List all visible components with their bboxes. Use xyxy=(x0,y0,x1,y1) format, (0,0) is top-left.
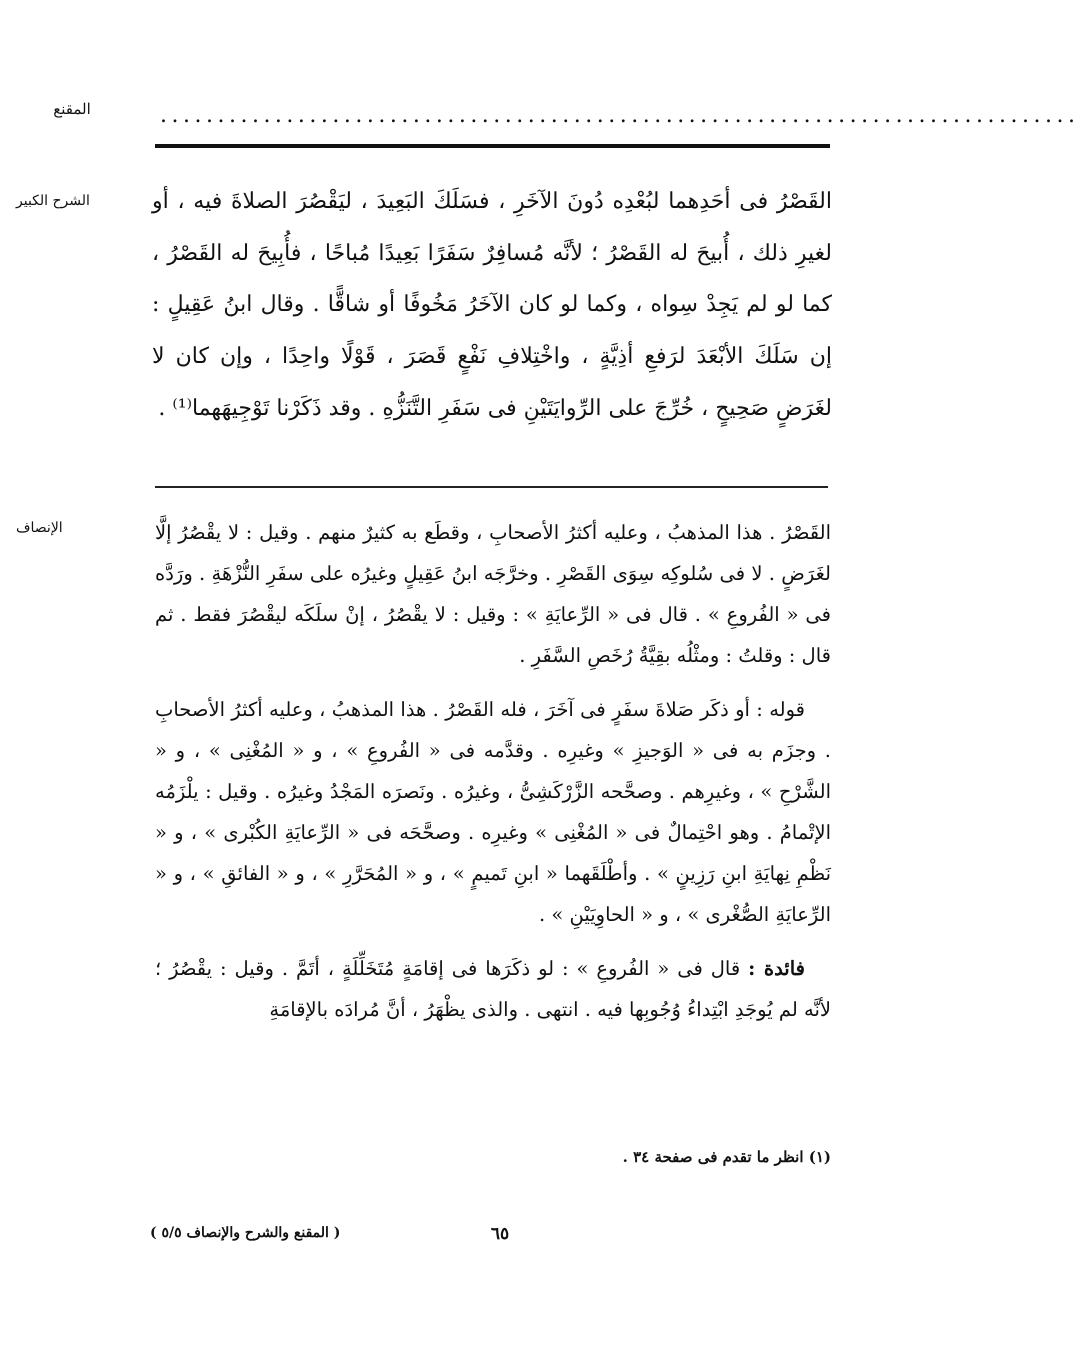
section-label-insaf xyxy=(16,520,126,536)
footnote: (١) انظر ما تقدم فى صفحة ٣٤ . xyxy=(622,1148,831,1166)
sharh-paragraph: القَصْرُ فى أحَدِهما لبُعْدِه دُونَ الآخَرِ ، فسَلَكَ البَعِيدَ ، ليَقْصُرَ الصلاةَ فيه ، أو لغيرِ ذلك ، أُبيحَ له القَصْرُ ؛ لأنَّه مُسافِرٌ سَفَرًا بَعِيدًا مُباحًا ، فأُبِيحَ له القَصْرُ ، كما لو لم يَجِدْ سِواه ، وكما لو كان الآخَرُ مَخُوفًا أو شاقًّا . وقال ابنُ عَقِيلٍ : إن سَلَكَ الأبْعَدَ لرَفعِ أذِيَّةٍ ، واخْتِلافِ نَفْعٍ قَصَرَ ، قَوْلًا واحِدًا ، وإن كان لا لغَرَضٍ صَحِيحٍ ، خُرِّجَ على الرِّوايَتَيْنِ فى سَفَرِ التَّنَزُّهِ . وقد ذَكَرْنا تَوْجِيهَهما⁽¹⁾ . xyxy=(152,189,832,421)
section-label-insaf-text: الإنصاف xyxy=(16,520,63,536)
page-number: ٦٥ xyxy=(490,1224,510,1244)
section-label-sharh-text: الشرح الكبير xyxy=(16,193,90,209)
insaf-section xyxy=(155,512,831,1030)
section-divider xyxy=(155,486,828,488)
sharh-section xyxy=(152,176,832,435)
insaf-paragraph-1: القَصْرُ . هذا المذهبُ ، وعليه أكثرُ الأصحابِ ، وقطَع به كثيرٌ منهم . وقيل : لا يقْصُرُ إلَّا لغَرَضٍ . لا فى سُلوكِه سِوَى القَصْرِ . وخرَّجَه ابنُ عَقِيلٍ وغيرُه على سفَرِ النُّزْهَةِ . ورَدَّه فى « الفُروعِ » . قال فى « الرِّعايَةِ » : وقيل : لا يقْصُرُ ، إنْ سلَكَه ليقْصُرَ فقط . ثم قال : وقلتُ : ومثْلُه بقِيَّةُ رُخَصِ السَّفَرِ . xyxy=(155,521,831,667)
insaf-paragraph-3-text: قال فى « الفُروعِ » : لو ذكَرَها فى إقامَةٍ مُتَخَلِّلَةٍ ، أتَمَّ . وقيل : يقْصُرُ ؛ لأنَّه لم يُوجَدِ ابْتِداءُ وُجُوبِها فيه . انتهى . والذى يظْهَرُ ، أنَّ مُرادَه بالإقامَةِ xyxy=(155,957,831,1021)
header-rule xyxy=(155,144,830,148)
header-dotted-rule: ................................................................................ xyxy=(160,103,1079,128)
volume-reference: ( المقنع والشرح والإنصاف ٥/٥ ) xyxy=(150,1225,341,1241)
insaf-paragraph-3 xyxy=(155,948,831,1030)
running-header-title: المقنع xyxy=(53,100,91,118)
faida-lead: فائدة : xyxy=(748,957,805,980)
section-label-sharh xyxy=(16,193,126,209)
insaf-paragraph-2: قوله : أو ذكَر صَلاةَ سفَرٍ فى آخَرَ ، فله القَصْرُ . هذا المذهبُ ، وعليه أكثرُ الأصحابِ . وجزَم به فى « الوَجيزِ » وغيرِه . وقدَّمه فى « الفُروعِ » ، و « المُغْنِى » ، و « الشَّرْحِ » ، وغيرِهم . وصحَّحه الزَّرْكَشِىُّ ، وغيرُه . ونَصرَه المَجْدُ وغيرُه . وقيل : يلْزَمُه الإتْمامُ . وهو احْتِمالٌ فى « المُغْنِى » وغيرِه . وصحَّحَه فى « الرِّعايَةِ الكُبْرى » ، و « نَظْمِ نِهايَةِ ابنِ رَزِينٍ » . وأطْلَقَهما « ابنِ تَميمٍ » ، و « المُحَرَّرِ » ، و « الفائقِ » ، و « الرِّعايَةِ الصُّغْرى » ، و « الحاوِيَيْنِ » . xyxy=(155,698,831,926)
